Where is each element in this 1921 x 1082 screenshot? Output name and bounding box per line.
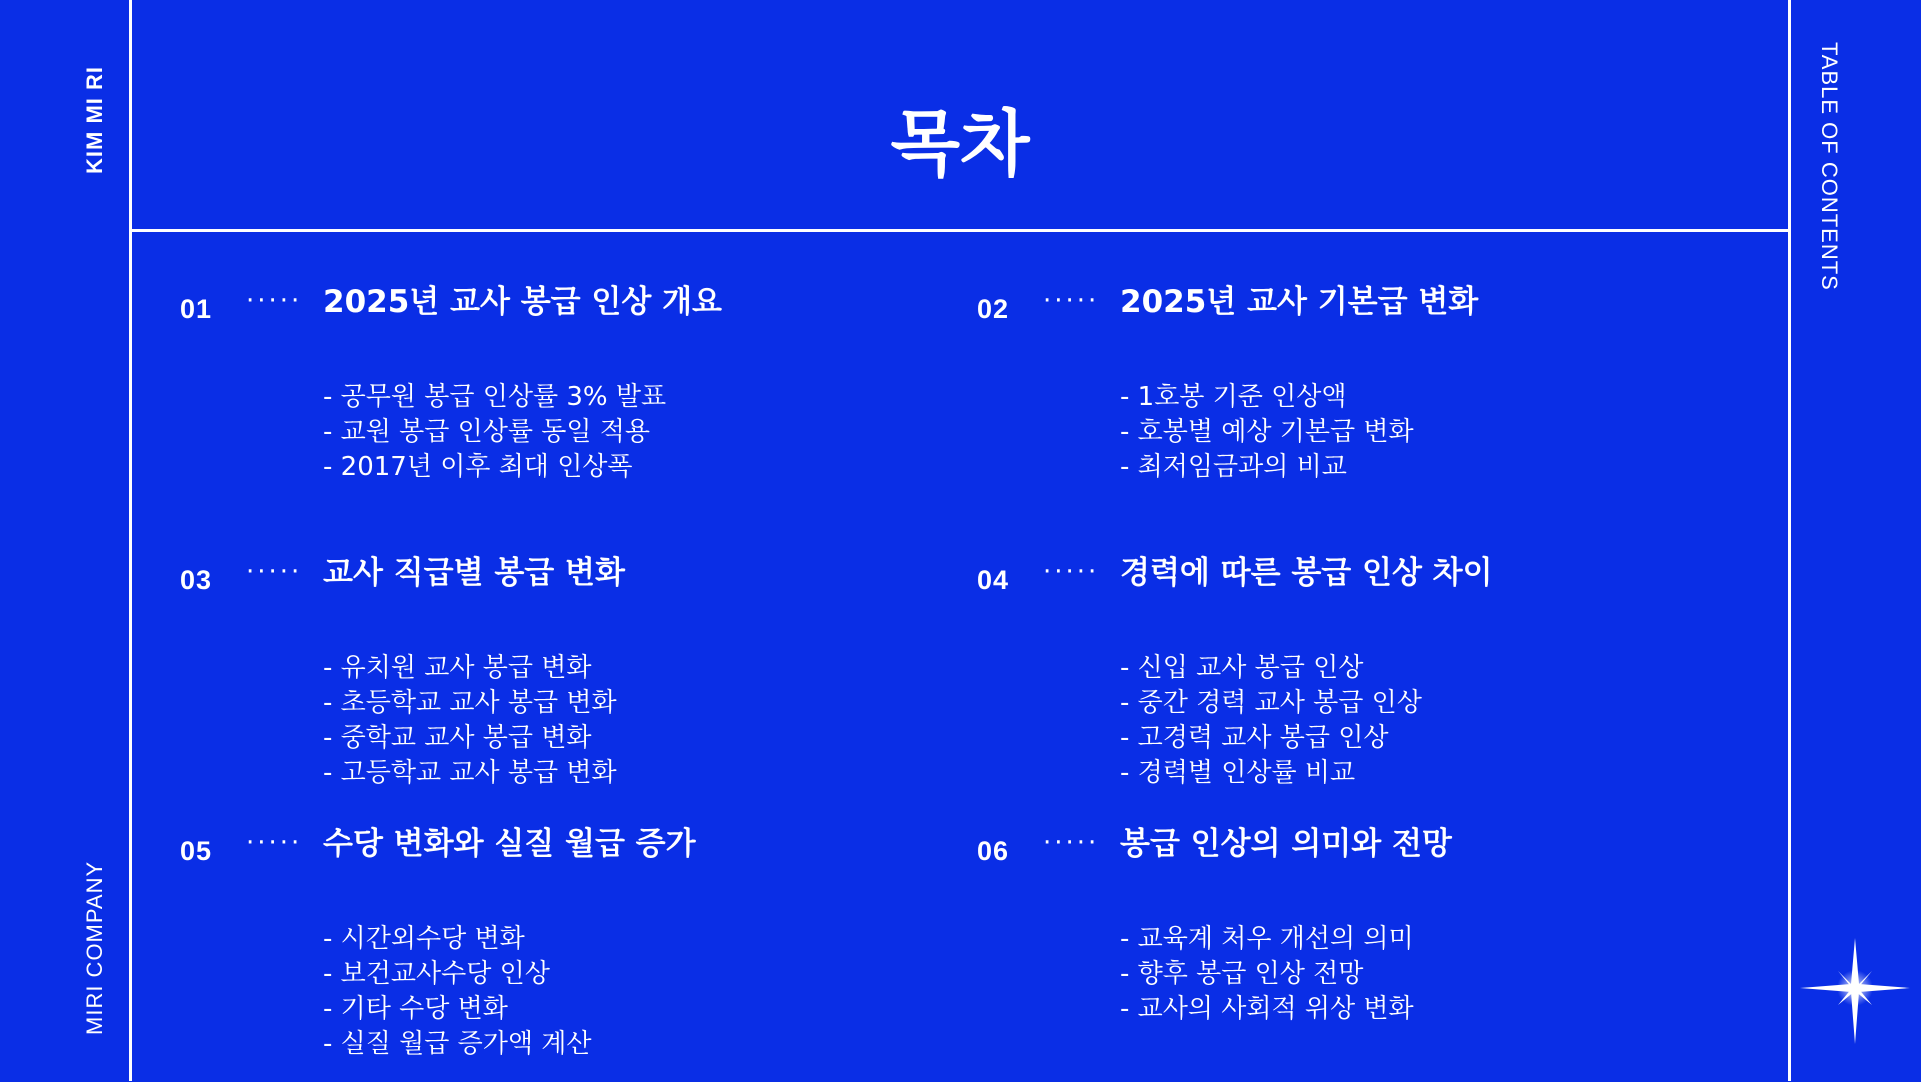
section-item-list bbox=[323, 380, 666, 485]
dot-leader: ····· bbox=[1043, 828, 1100, 858]
section-item-list bbox=[1120, 651, 1422, 791]
list-item: - 호봉별 예상 기본급 변화 bbox=[1120, 417, 1414, 447]
section-number: 01 bbox=[180, 294, 213, 324]
list-item: - 보건교사수당 인상 bbox=[323, 959, 550, 989]
title-divider-line bbox=[129, 229, 1791, 232]
section-number: 06 bbox=[977, 836, 1010, 866]
section-item-list bbox=[323, 651, 617, 791]
list-item: - 교원 봉급 인상률 동일 적용 bbox=[323, 417, 650, 447]
list-item: - 시간외수당 변화 bbox=[323, 924, 525, 954]
list-item: - 교육계 처우 개선의 의미 bbox=[1120, 924, 1414, 954]
right-divider-line bbox=[1788, 0, 1791, 1081]
section-item-list bbox=[323, 922, 592, 1062]
list-item: - 최저임금과의 비교 bbox=[1120, 452, 1347, 482]
list-item: - 공무원 봉급 인상률 3% 발표 bbox=[323, 382, 667, 412]
list-item: - 1호봉 기준 인상액 bbox=[1120, 382, 1347, 412]
list-item: - 중간 경력 교사 봉급 인상 bbox=[1120, 688, 1422, 718]
section-title: 2025년 교사 기본급 변화 bbox=[1120, 284, 1479, 320]
section-item-list bbox=[1120, 922, 1414, 1027]
dot-leader: ····· bbox=[1043, 286, 1100, 316]
list-item: - 유치원 교사 봉급 변화 bbox=[323, 653, 592, 683]
dot-leader: ····· bbox=[246, 557, 303, 587]
list-item: - 중학교 교사 봉급 변화 bbox=[323, 723, 592, 753]
section-title: 교사 직급별 봉급 변화 bbox=[323, 555, 625, 591]
section-number: 04 bbox=[977, 565, 1010, 595]
section-number: 05 bbox=[180, 836, 213, 866]
section-number: 03 bbox=[180, 565, 213, 595]
list-item: - 실질 월급 증가액 계산 bbox=[323, 1029, 592, 1059]
section-number: 02 bbox=[977, 294, 1010, 324]
dot-leader: ····· bbox=[246, 828, 303, 858]
list-item: - 2017년 이후 최대 인상폭 bbox=[323, 452, 633, 482]
page-title: 목차 bbox=[890, 102, 1030, 186]
list-item: - 고등학교 교사 봉급 변화 bbox=[323, 758, 617, 788]
dot-leader: ····· bbox=[1043, 557, 1100, 587]
list-item: - 향후 봉급 인상 전망 bbox=[1120, 959, 1364, 989]
toc-side-text: TABLE OF CONTENTS bbox=[1817, 42, 1842, 291]
section-title: 2025년 교사 봉급 인상 개요 bbox=[323, 284, 722, 320]
list-item: - 고경력 교사 봉급 인상 bbox=[1120, 723, 1389, 753]
company-text: MIRI COMPANY bbox=[82, 860, 107, 1035]
list-item: - 신입 교사 봉급 인상 bbox=[1120, 653, 1364, 683]
dot-leader: ····· bbox=[246, 286, 303, 316]
list-item: - 경력별 인상률 비교 bbox=[1120, 758, 1356, 788]
section-title: 수당 변화와 실질 월급 증가 bbox=[323, 826, 696, 862]
section-title: 봉급 인상의 의미와 전망 bbox=[1120, 826, 1452, 862]
section-title: 경력에 따른 봉급 인상 차이 bbox=[1120, 555, 1493, 591]
list-item: - 교사의 사회적 위상 변화 bbox=[1120, 994, 1414, 1024]
brand-text: KIM MI RI bbox=[82, 66, 107, 174]
section-item-list bbox=[1120, 380, 1414, 485]
list-item: - 초등학교 교사 봉급 변화 bbox=[323, 688, 617, 718]
list-item: - 기타 수당 변화 bbox=[323, 994, 508, 1024]
sparkle-star-icon bbox=[1800, 938, 1910, 1044]
